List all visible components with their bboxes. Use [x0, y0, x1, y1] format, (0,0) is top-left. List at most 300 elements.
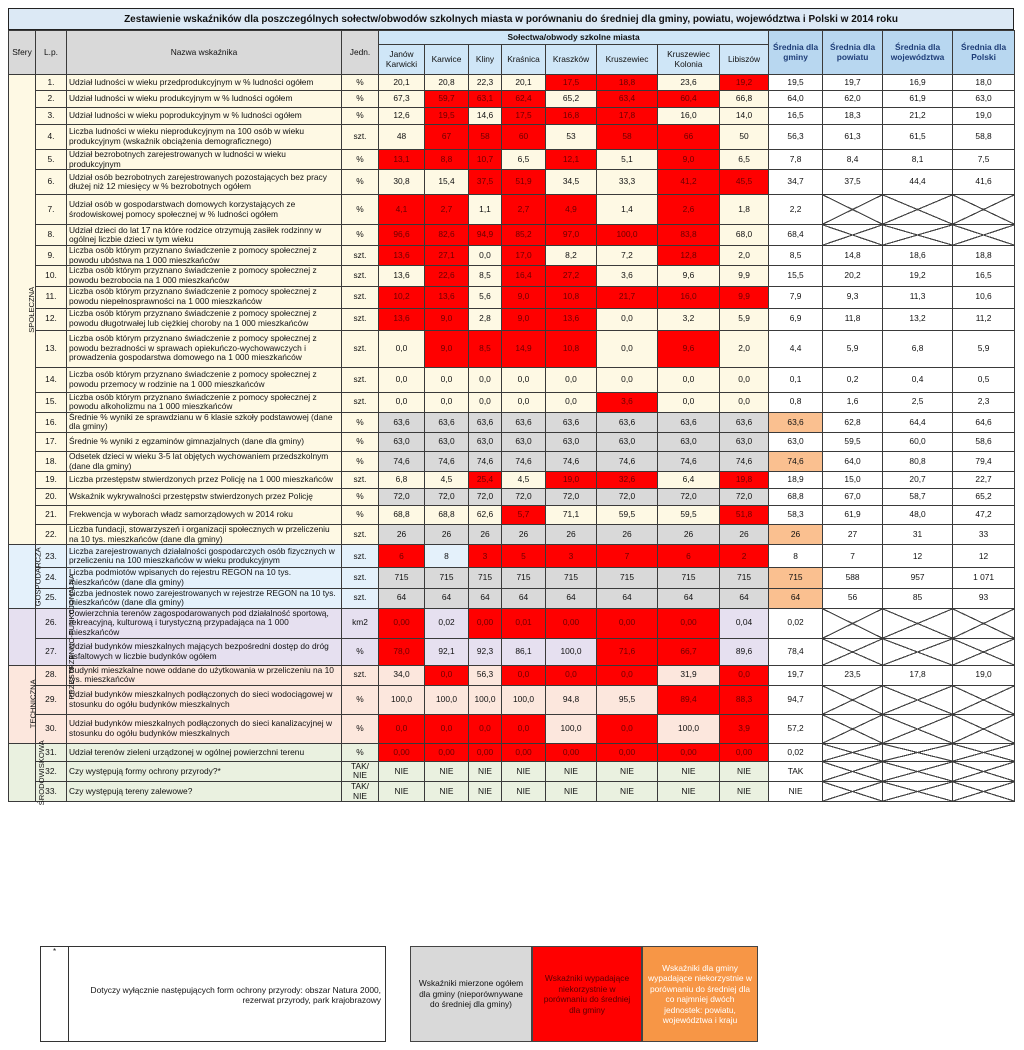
avg-powiat-value: 18,3 — [823, 108, 883, 125]
avg-polska-value: 12 — [953, 545, 1015, 568]
avg-wojewodztwo-value: 17,8 — [883, 665, 953, 685]
solectwo-value: 67,3 — [379, 91, 425, 108]
avg-powiat-value: 20,2 — [823, 266, 883, 286]
row-number: 19. — [36, 472, 67, 489]
table-row — [9, 432, 1015, 451]
solectwo-value: 64 — [658, 588, 720, 608]
avg-powiat-value: 11,8 — [823, 308, 883, 330]
solectwo-value: 53 — [546, 125, 597, 150]
solectwo-value: 9,9 — [720, 266, 769, 286]
indicator-unit: % — [342, 743, 379, 761]
table-body — [9, 75, 1015, 806]
solectwo-value: 6 — [658, 545, 720, 568]
solectwo-value: 0,00 — [546, 608, 597, 638]
avg-powiat-value: 56 — [823, 588, 883, 608]
solectwo-value: 74,6 — [720, 451, 769, 471]
solectwo-value: 64 — [597, 588, 658, 608]
indicator-unit: km2 — [342, 608, 379, 638]
solectwo-value: 0,0 — [597, 367, 658, 392]
solectwo-value: 74,6 — [546, 451, 597, 471]
solectwo-value: NIE — [502, 782, 546, 802]
not-applicable-cell — [883, 761, 953, 781]
row-number: 17. — [36, 432, 67, 451]
indicator-name: Średnie % wyniki z egzaminów gimnazjalnych (dane dla gminy) — [67, 432, 342, 451]
solectwo-value: 0,0 — [425, 714, 469, 743]
solectwo-value: 20,1 — [502, 75, 546, 91]
solectwo-value: 72,0 — [658, 489, 720, 506]
table-row — [9, 665, 1015, 685]
solectwo-value: 0,0 — [469, 714, 502, 743]
solectwo-value: 13,6 — [379, 246, 425, 266]
not-applicable-cell — [883, 638, 953, 665]
indicator-unit: TAK/ NIE — [342, 761, 379, 781]
solectwo-value: 17,5 — [546, 75, 597, 91]
indicator-name: Średnie % wyniki ze sprawdzianu w 6 klasie szkoły podstawowej (dane dla gminy) — [67, 412, 342, 432]
avg-wojewodztwo-value: 85 — [883, 588, 953, 608]
table-row — [9, 714, 1015, 743]
solectwo-value: 0,0 — [597, 714, 658, 743]
solectwo-value: NIE — [469, 761, 502, 781]
avg-gmina-value: 78,4 — [769, 638, 823, 665]
indicator-name: Udział ludności w wieku produkcyjnym w % ludności ogółem — [67, 91, 342, 108]
indicators-sheet — [8, 8, 1014, 806]
indicator-name: Liczba osób którym przyznano świadczenie z pomocy społecznej z powodu ubóstwa na 1 000 mieszkańców — [67, 246, 342, 266]
avg-gmina-value: NIE — [769, 782, 823, 802]
solectwo-value: 2,0 — [720, 330, 769, 367]
solectwo-value: 2,7 — [425, 195, 469, 225]
solectwo-value: 0,0 — [425, 367, 469, 392]
solectwo-value: 6 — [379, 545, 425, 568]
solectwo-value: 63,6 — [469, 412, 502, 432]
indicator-unit: % — [342, 225, 379, 246]
solectwo-value: 15,4 — [425, 170, 469, 195]
solectwo-value: 3,6 — [597, 266, 658, 286]
solectwo-value: 17,8 — [597, 108, 658, 125]
table-row — [9, 743, 1015, 761]
solectwo-value: 13,6 — [379, 266, 425, 286]
avg-gmina-value: 0,02 — [769, 743, 823, 761]
solectwo-value: 0,0 — [658, 392, 720, 412]
solectwo-value: 26 — [597, 525, 658, 545]
indicator-name: Frekwencja w wyborach władz samorządowych w 2014 roku — [67, 506, 342, 525]
not-applicable-cell — [953, 638, 1015, 665]
solectwo-value: NIE — [720, 761, 769, 781]
header-sfery: Sfery — [9, 31, 36, 75]
solectwo-value: 86,1 — [502, 638, 546, 665]
solectwo-value: NIE — [720, 782, 769, 802]
solectwo-value: 0,0 — [379, 714, 425, 743]
indicators-table — [8, 30, 1015, 806]
indicator-name: Udział terenów zieleni urządzonej w ogólnej powierzchni terenu — [67, 743, 342, 761]
avg-powiat-value: 64,0 — [823, 451, 883, 471]
solectwo-value: 0,00 — [658, 608, 720, 638]
solectwo-value: 31,9 — [658, 665, 720, 685]
solectwo-value: 3 — [469, 545, 502, 568]
indicator-unit: szt. — [342, 330, 379, 367]
solectwo-value: 97,0 — [546, 225, 597, 246]
avg-powiat-value: 9,3 — [823, 286, 883, 308]
table-row — [9, 525, 1015, 545]
solectwo-value: 72,0 — [425, 489, 469, 506]
solectwo-value: 0,01 — [502, 608, 546, 638]
avg-gmina-value: 64 — [769, 588, 823, 608]
solectwo-value: 14,9 — [502, 330, 546, 367]
solectwo-value: 0,0 — [597, 330, 658, 367]
indicator-unit: szt. — [342, 125, 379, 150]
solectwo-value: 14,6 — [469, 108, 502, 125]
row-number: 27. — [36, 638, 67, 665]
solectwo-value: 17,5 — [502, 108, 546, 125]
row-number: 26. — [36, 608, 67, 638]
solectwo-value: 100,0 — [379, 685, 425, 714]
avg-gmina-value: 8,5 — [769, 246, 823, 266]
solectwo-value: 6,5 — [502, 150, 546, 170]
solectwo-value: 0,0 — [469, 392, 502, 412]
avg-gmina-value: 34,7 — [769, 170, 823, 195]
table-row — [9, 392, 1015, 412]
header-solectwo: Janów Karwicki — [379, 45, 425, 75]
solectwo-value: 89,6 — [720, 638, 769, 665]
avg-powiat-value: 27 — [823, 525, 883, 545]
solectwo-value: 2,7 — [502, 195, 546, 225]
indicator-name: Udział osób w gospodarstwach domowych korzystających ze środowiskowej pomocy społecznej w % ludności ogółem — [67, 195, 342, 225]
avg-wojewodztwo-value: 13,2 — [883, 308, 953, 330]
solectwo-value: 82,6 — [425, 225, 469, 246]
indicator-name: Udział dzieci do lat 17 na które rodzice otrzymują zasiłek rodzinny w ogólnej liczbie dzieci w tym wieku — [67, 225, 342, 246]
solectwo-value: 715 — [502, 568, 546, 588]
avg-polska-value: 64,6 — [953, 412, 1015, 432]
avg-gmina-value: TAK — [769, 761, 823, 781]
table-row — [9, 761, 1015, 781]
row-number: 28. — [36, 665, 67, 685]
solectwo-value: 0,0 — [379, 367, 425, 392]
solectwo-value: 2,6 — [658, 195, 720, 225]
solectwo-value: 78,0 — [379, 638, 425, 665]
solectwo-value: 13,6 — [379, 308, 425, 330]
solectwo-value: 100,0 — [658, 714, 720, 743]
avg-gmina-value: 26 — [769, 525, 823, 545]
solectwo-value: 0,02 — [425, 608, 469, 638]
indicator-name: Czy występują formy ochrony przyrody?* — [67, 761, 342, 781]
table-row — [9, 489, 1015, 506]
solectwo-value: 92,3 — [469, 638, 502, 665]
solectwo-value: 67 — [425, 125, 469, 150]
solectwo-value: 64 — [469, 588, 502, 608]
solectwo-value: 16,4 — [502, 266, 546, 286]
solectwo-value: 0,00 — [546, 743, 597, 761]
solectwo-value: 58 — [469, 125, 502, 150]
solectwo-value: 19,2 — [720, 75, 769, 91]
solectwo-value: 9,0 — [658, 150, 720, 170]
header-avg-polska: Średnia dla Polski — [953, 31, 1015, 75]
indicator-unit: szt. — [342, 665, 379, 685]
avg-powiat-value: 7 — [823, 545, 883, 568]
solectwo-value: 74,6 — [502, 451, 546, 471]
solectwo-value: 34,0 — [379, 665, 425, 685]
solectwo-value: 64 — [425, 588, 469, 608]
table-row — [9, 568, 1015, 588]
table-row — [9, 266, 1015, 286]
table-row — [9, 451, 1015, 471]
solectwo-value: NIE — [658, 782, 720, 802]
indicator-name: Udział ludności w wieku przedprodukcyjnym w % ludności ogółem — [67, 75, 342, 91]
row-number: 29. — [36, 685, 67, 714]
solectwo-value: 0,0 — [658, 367, 720, 392]
solectwo-value: 26 — [658, 525, 720, 545]
avg-polska-value: 10,6 — [953, 286, 1015, 308]
solectwo-value: 3,6 — [597, 392, 658, 412]
indicator-unit: szt. — [342, 286, 379, 308]
not-applicable-cell — [953, 685, 1015, 714]
legend — [40, 946, 990, 1042]
solectwo-value: 66 — [658, 125, 720, 150]
avg-wojewodztwo-value: 957 — [883, 568, 953, 588]
solectwo-value: 6,5 — [720, 150, 769, 170]
avg-powiat-value: 19,7 — [823, 75, 883, 91]
avg-powiat-value: 1,6 — [823, 392, 883, 412]
not-applicable-cell — [883, 714, 953, 743]
solectwo-value: 4,5 — [425, 472, 469, 489]
solectwo-value: NIE — [425, 761, 469, 781]
sphere-label — [9, 545, 43, 608]
table-row — [9, 588, 1015, 608]
solectwo-value: 63,6 — [546, 412, 597, 432]
table-row — [9, 330, 1015, 367]
solectwo-value: 0,0 — [469, 246, 502, 266]
solectwo-value: 65,2 — [546, 91, 597, 108]
solectwo-value: 0,0 — [720, 665, 769, 685]
solectwo-value: 8,2 — [546, 246, 597, 266]
solectwo-value: 62,6 — [469, 506, 502, 525]
not-applicable-cell — [883, 782, 953, 802]
solectwo-value: 63,0 — [469, 432, 502, 451]
solectwo-value: 0,0 — [425, 392, 469, 412]
solectwo-value: 26 — [379, 525, 425, 545]
solectwo-value: 63,6 — [597, 412, 658, 432]
indicator-name: Czy występują tereny zalewowe? — [67, 782, 342, 802]
solectwo-value: 100,0 — [502, 685, 546, 714]
solectwo-value: 0,0 — [379, 330, 425, 367]
avg-wojewodztwo-value: 31 — [883, 525, 953, 545]
solectwo-value: 66,8 — [720, 91, 769, 108]
solectwo-value: 72,0 — [720, 489, 769, 506]
avg-polska-value: 79,4 — [953, 451, 1015, 471]
table-row — [9, 225, 1015, 246]
solectwo-value: 74,6 — [597, 451, 658, 471]
solectwo-value: 9,9 — [720, 286, 769, 308]
avg-gmina-value: 64,0 — [769, 91, 823, 108]
solectwo-value: 2,8 — [469, 308, 502, 330]
avg-wojewodztwo-value: 44,4 — [883, 170, 953, 195]
indicator-unit: % — [342, 170, 379, 195]
solectwo-value: 63,0 — [720, 432, 769, 451]
table-row — [9, 150, 1015, 170]
avg-gmina-value: 715 — [769, 568, 823, 588]
table-row — [9, 308, 1015, 330]
indicator-name: Liczba osób którym przyznano świadczenie z pomocy społecznej z powodu długotrwałej lub ciężkiej choroby na 1 000 mieszkańców — [67, 308, 342, 330]
solectwo-value: 0,0 — [502, 714, 546, 743]
avg-polska-value: 5,9 — [953, 330, 1015, 367]
indicator-unit: szt. — [342, 308, 379, 330]
indicator-name: Budynki mieszkalne nowe oddane do użytkowania w przeliczeniu na 10 tys. mieszkańców — [67, 665, 342, 685]
indicator-name: Udział osób bezrobotnych zarejestrowanych pozostających bez pracy dłużej niż 12 miesięcy w % bezrobotnych ogółem — [67, 170, 342, 195]
solectwo-value: 34,5 — [546, 170, 597, 195]
table-row — [9, 782, 1015, 802]
solectwo-value: 64 — [546, 588, 597, 608]
avg-gmina-value: 15,5 — [769, 266, 823, 286]
solectwo-value: 59,5 — [597, 506, 658, 525]
solectwo-value: 5,6 — [469, 286, 502, 308]
table-header — [9, 31, 1015, 75]
solectwo-value: 0,0 — [502, 367, 546, 392]
not-applicable-cell — [823, 761, 883, 781]
solectwo-value: 100,0 — [425, 685, 469, 714]
solectwo-value: 71,6 — [597, 638, 658, 665]
header-avg-gmina: Średnia dla gminy — [769, 31, 823, 75]
indicator-unit: % — [342, 75, 379, 91]
header-lp: L.p. — [36, 31, 67, 75]
solectwo-value: 715 — [597, 568, 658, 588]
indicator-name: Liczba jednostek nowo zarejestrowanych w rejestrze REGON na 10 tys. mieszkańców (dane dla gminy) — [67, 588, 342, 608]
avg-gmina-value: 19,7 — [769, 665, 823, 685]
avg-gmina-value: 68,8 — [769, 489, 823, 506]
table-row — [9, 545, 1015, 568]
avg-polska-value: 47,2 — [953, 506, 1015, 525]
indicator-unit: % — [342, 506, 379, 525]
indicator-name: Udział budynków mieszkalnych podłączonych do sieci kanalizacyjnej w stosunku do ogółu budynków mieszkalnych — [67, 714, 342, 743]
solectwo-value: 715 — [720, 568, 769, 588]
solectwo-value: 64 — [502, 588, 546, 608]
indicator-unit: szt. — [342, 472, 379, 489]
row-number: 21. — [36, 506, 67, 525]
sphere-label-text: GOSPODARCZA — [33, 546, 43, 607]
not-applicable-cell — [883, 225, 953, 246]
solectwo-value: 0,0 — [597, 665, 658, 685]
table-row — [9, 506, 1015, 525]
solectwo-value: 64 — [379, 588, 425, 608]
avg-gmina-value: 6,9 — [769, 308, 823, 330]
header-solectwo: Kraszków — [546, 45, 597, 75]
avg-powiat-value: 23,5 — [823, 665, 883, 685]
solectwo-value: 33,3 — [597, 170, 658, 195]
solectwo-value: 63,6 — [658, 412, 720, 432]
solectwo-value: 59,7 — [425, 91, 469, 108]
solectwo-value: 5,9 — [720, 308, 769, 330]
solectwo-value: 3,2 — [658, 308, 720, 330]
solectwo-value: 68,8 — [379, 506, 425, 525]
row-number: 1. — [36, 75, 67, 91]
indicator-name: Liczba fundacji, stowarzyszeń i organizacji społecznych w przeliczeniu na 10 tys. mieszkańców (dane dla gminy) — [67, 525, 342, 545]
solectwo-value: 63,0 — [425, 432, 469, 451]
indicator-unit: % — [342, 638, 379, 665]
solectwo-value: 68,8 — [425, 506, 469, 525]
avg-powiat-value: 62,8 — [823, 412, 883, 432]
solectwo-value: 50 — [720, 125, 769, 150]
solectwo-value: 74,6 — [658, 451, 720, 471]
solectwo-value: 9,6 — [658, 266, 720, 286]
solectwo-value: 0,0 — [546, 392, 597, 412]
solectwo-value: 0,00 — [597, 608, 658, 638]
solectwo-value: 10,7 — [469, 150, 502, 170]
solectwo-value: 92,1 — [425, 638, 469, 665]
solectwo-value: 2 — [720, 545, 769, 568]
row-number: 33. — [36, 782, 67, 802]
table-row — [9, 412, 1015, 432]
avg-powiat-value: 59,5 — [823, 432, 883, 451]
solectwo-value: 1,8 — [720, 195, 769, 225]
solectwo-value: 19,5 — [425, 108, 469, 125]
solectwo-value: 72,0 — [546, 489, 597, 506]
solectwo-value: 0,0 — [425, 665, 469, 685]
avg-gmina-value: 19,5 — [769, 75, 823, 91]
avg-wojewodztwo-value: 8,1 — [883, 150, 953, 170]
row-number: 30. — [36, 714, 67, 743]
solectwo-value: 63,0 — [379, 432, 425, 451]
indicator-unit: % — [342, 685, 379, 714]
legend-star: * — [40, 946, 68, 1042]
not-applicable-cell — [823, 685, 883, 714]
table-row — [9, 108, 1015, 125]
solectwo-value: 6,4 — [658, 472, 720, 489]
solectwo-value: 63,0 — [502, 432, 546, 451]
solectwo-value: 100,0 — [597, 225, 658, 246]
solectwo-value: 74,6 — [425, 451, 469, 471]
avg-polska-value: 18,0 — [953, 75, 1015, 91]
solectwo-value: 0,00 — [658, 743, 720, 761]
avg-wojewodztwo-value: 0,4 — [883, 367, 953, 392]
solectwo-value: 27,1 — [425, 246, 469, 266]
sphere-label — [9, 740, 46, 806]
solectwo-value: 37,5 — [469, 170, 502, 195]
solectwo-value: 22,3 — [469, 75, 502, 91]
not-applicable-cell — [823, 638, 883, 665]
solectwo-value: 18,8 — [597, 75, 658, 91]
avg-powiat-value: 5,9 — [823, 330, 883, 367]
solectwo-value: 13,1 — [379, 150, 425, 170]
indicator-unit: % — [342, 714, 379, 743]
solectwo-value: 9,0 — [502, 286, 546, 308]
indicator-name: Udział budynków mieszkalnych mających bezpośredni dostęp do dróg asfaltowych w liczbie budynków ogółem — [67, 638, 342, 665]
row-number: 18. — [36, 451, 67, 471]
solectwo-value: 12,1 — [546, 150, 597, 170]
indicator-name: Liczba osób którym przyznano świadczenie z pomocy społecznej z powodu niepełnosprawności na 1 000 mieszkańców — [67, 286, 342, 308]
solectwo-value: 25,4 — [469, 472, 502, 489]
solectwo-value: 715 — [658, 568, 720, 588]
indicator-name: Odsetek dzieci w wieku 3-5 lat objętych wychowaniem przedszkolnym (dane dla gminy) — [67, 451, 342, 471]
solectwo-value: 74,6 — [469, 451, 502, 471]
indicator-name: Liczba zarejestrowanych działalności gospodarczych osób fizycznych w przeliczeniu na 100 mieszkańców w wieku produkcyjnym — [67, 545, 342, 568]
solectwo-value: 5,7 — [502, 506, 546, 525]
solectwo-value: 8,8 — [425, 150, 469, 170]
avg-wojewodztwo-value: 80,8 — [883, 451, 953, 471]
solectwo-value: 0,0 — [546, 367, 597, 392]
avg-wojewodztwo-value: 64,4 — [883, 412, 953, 432]
indicator-unit: szt. — [342, 392, 379, 412]
solectwo-value: 19,8 — [720, 472, 769, 489]
row-number: 16. — [36, 412, 67, 432]
avg-gmina-value: 0,02 — [769, 608, 823, 638]
solectwo-value: 22,6 — [425, 266, 469, 286]
table-row — [9, 125, 1015, 150]
solectwo-value: 4,5 — [502, 472, 546, 489]
solectwo-value: 96,6 — [379, 225, 425, 246]
indicator-unit: % — [342, 489, 379, 506]
legend-red: Wskaźniki wypadające niekorzystnie w porównaniu do średniej dla gminy — [532, 946, 642, 1042]
solectwo-value: 68,0 — [720, 225, 769, 246]
not-applicable-cell — [883, 195, 953, 225]
solectwo-value: 95,5 — [597, 685, 658, 714]
header-solectwa-group: Sołectwa/obwody szkolne miasta — [379, 31, 769, 45]
